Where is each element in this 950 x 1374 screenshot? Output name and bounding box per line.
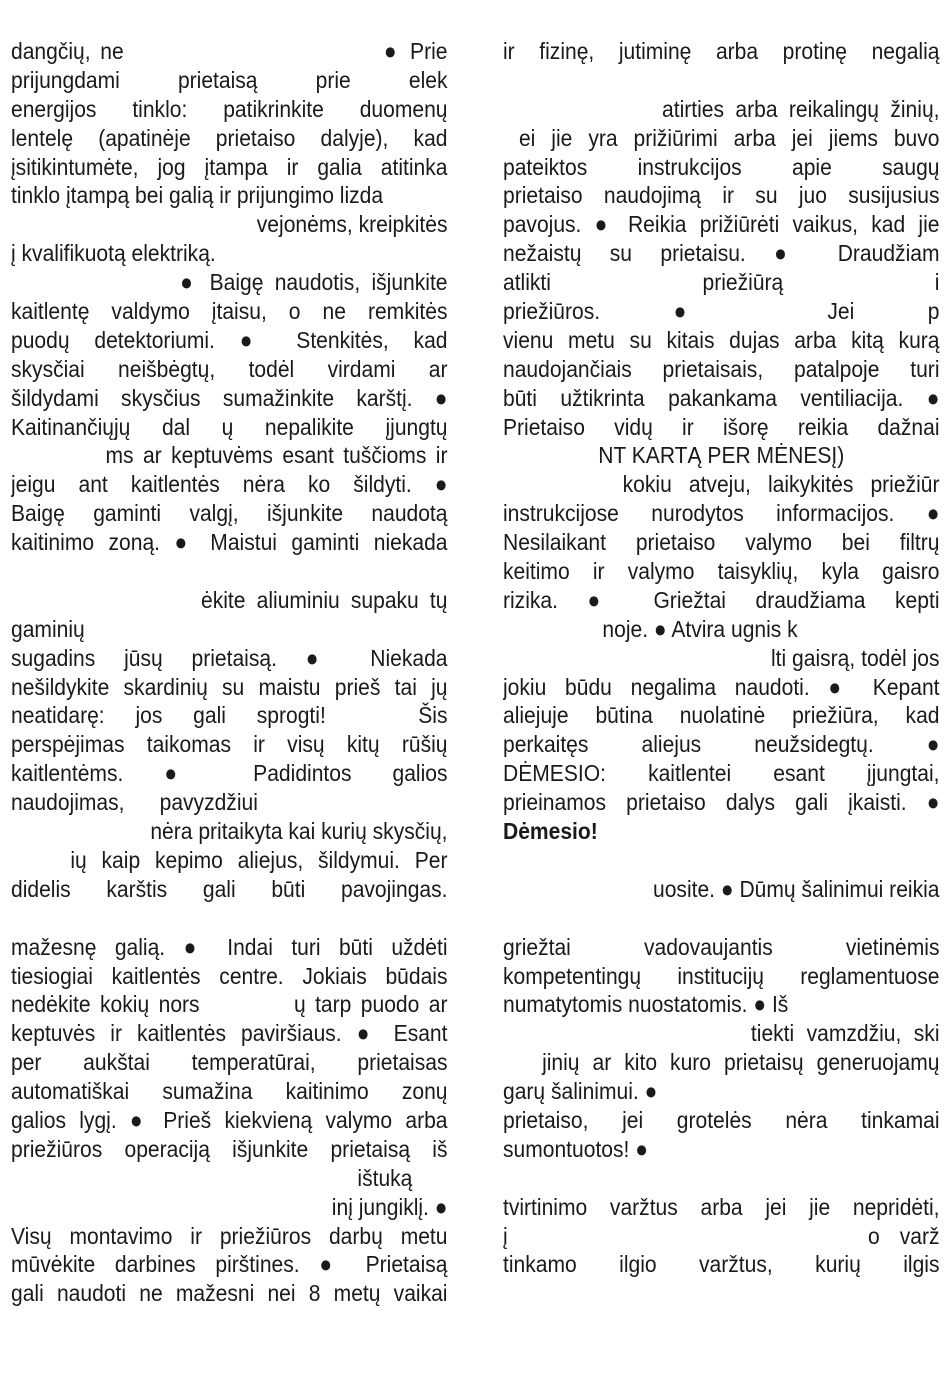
text-line: Dėmesio! [503, 818, 598, 845]
text-line: tinkamo ilgio varžtus, kurių ilgis [503, 1251, 940, 1278]
text-line: mažesnę galią. ● Indai turi būti uždėti [11, 933, 448, 960]
text-line: instrukcijose nurodytos informacijos. ● [503, 500, 940, 527]
text-line: naudojimas, pavyzdžiui [11, 789, 258, 816]
text-line: tvirtinimo varžtus arba jei jie nepridėti, [503, 1193, 940, 1220]
text-line [11, 557, 448, 586]
text-line: atirties arba reikalingų žinių, [503, 95, 940, 122]
text-line: prietaiso naudojimą ir su juo susijusius [503, 182, 940, 209]
text-line: uosite. ● Dūmų šalinimui reikia [653, 875, 940, 902]
right-text-column [503, 37, 940, 1279]
text-line: kaitlentę valdymo įtaisu, o ne remkitės [11, 298, 448, 325]
text-line: naudojančiais prietaisais, patalpoje turi [503, 355, 940, 382]
text-line: puodų detektoriumi. ● Stenkitės, kad [11, 326, 448, 353]
text-line: galios lygį. ● Prieš kiekvieną valymo arba [11, 1106, 448, 1133]
text-line: ● Baigę naudotis, išjunkite [11, 269, 448, 296]
text-line: jeigu ant kaitlentės nėra ko šildyti. ● [11, 471, 448, 498]
text-line: gali naudoti ne mažesni nei 8 metų vaikai [11, 1280, 448, 1307]
text-line: perspėjimas taikomas ir visų kitų rūšių [11, 731, 448, 758]
text-line: Prietaiso vidų ir išorę reikia dažnai [503, 413, 940, 440]
text-line: pavojus. ● Reikia prižiūrėti vaikus, kad jie [503, 211, 940, 238]
text-line: automatiškai sumažina kaitinimo zonų [11, 1078, 448, 1105]
text-line: kompetentingų institucijų reglamentuose [503, 962, 940, 989]
text-line: ir fizinę, jutiminę arba protinę negalią [503, 38, 940, 64]
text-line: griežtai vadovaujantis vietinėmis [503, 933, 940, 960]
text-line: numatytomis nuostatomis. ● Iš [503, 991, 789, 1018]
text-line [503, 904, 940, 933]
text-line: įsitikintumėte, jog įtampa ir galia atitinka [11, 153, 448, 180]
text-line: garų šalinimui. ● [503, 1078, 658, 1105]
text-line: Baigę gaminti valgį, išjunkite naudotą [11, 500, 448, 527]
text-line: priežiūros. ● Jei p [503, 298, 940, 325]
text-line: didelis karštis gali būti pavojingas. [11, 875, 448, 902]
text-line: šildydami skysčius sumažinkite karštį. ● [11, 384, 448, 411]
text-line: tinklo įtampą bei galią ir prijungimo lizda [11, 182, 384, 209]
text-line: gaminių [11, 615, 85, 642]
text-line: į o varž [503, 1222, 940, 1249]
text-line: aliejuje būtina nuolatinė priežiūra, kad [503, 702, 940, 729]
text-line: vienu metu su kitais dujas arba kitą kurą [503, 326, 940, 353]
text-line: tiekti vamzdžiu, ski [503, 1020, 940, 1047]
text-line: prieinamos prietaiso dalys gali įkaisti. ● [503, 789, 940, 816]
text-line: nešildykite skardinių su maistu prieš tai jų [11, 673, 448, 700]
text-line: į kvalifikuotą elektriką. [11, 240, 216, 267]
text-line: Nesilaikant prietaiso valymo bei filtrų [503, 529, 940, 556]
text-line: ms ar keptuvėms esant tuščioms ir [11, 442, 448, 469]
left-text-column [11, 37, 448, 1308]
text-line: sumontuotos! ● [503, 1135, 648, 1162]
text-line: lentelę (apatinėje prietaiso dalyje), kad [11, 124, 448, 151]
text-line [503, 1164, 940, 1193]
text-line: skysčiai neišbėgtų, todėl virdami ar [11, 355, 448, 382]
text-line: keptuvės ir kaitlentės paviršiaus. ● Esant [11, 1020, 448, 1047]
text-line: noje. ● Atvira ugnis k [503, 615, 798, 642]
text-line: jokiu būdu negalima naudoti. ● Kepant [503, 673, 940, 700]
text-line: nėra pritaikyta kai kurių skysčių, [150, 818, 448, 845]
text-line: DĖMESIO: kaitlentei esant įjungtai, [503, 760, 940, 787]
text-line: rizika. ● Griežtai draudžiama kepti [503, 586, 940, 613]
text-line: atlikti priežiūrą i [503, 269, 940, 296]
text-line: tiesiogiai kaitlentės centre. Jokiais būdais [11, 962, 448, 989]
text-line [503, 846, 940, 875]
text-line: jinių ar kito kuro prietaisų generuojamų [503, 1049, 940, 1076]
text-line: sugadins jūsų prietaisą. ● Niekada [11, 644, 448, 671]
text-line: perkaitęs aliejus neužsidegtų. ● [503, 731, 940, 758]
text-line: energijos tinklo: patikrinkite duomenų [11, 95, 448, 122]
text-line: nežaistų su prietaisu. ● Draudžiam [503, 240, 940, 267]
text-line: inį jungiklį. ● [331, 1193, 448, 1220]
text-line: kaitinimo zoną. ● Maistui gaminti niekada [11, 529, 448, 556]
text-line [11, 904, 448, 933]
text-line: priežiūros operaciją išjunkite prietaisą iš [11, 1135, 448, 1162]
text-line: prijungdami prietaisą prie elek [11, 66, 448, 93]
text-line: būti užtikrinta pakankama ventiliacija. ● [503, 384, 940, 411]
text-line: mūvėkite darbines pirštines. ● Prietaisą [11, 1251, 448, 1278]
text-line: ei jie yra prižiūrimi arba jei jiems buvo [503, 124, 940, 151]
text-line: ištuką [357, 1164, 448, 1191]
text-line: lti gaisrą, todėl jos [771, 644, 940, 671]
text-line: kokiu atveju, laikykitės priežiūr [503, 471, 940, 498]
text-line: neatidarę: jos gali sprogti! Šis [11, 702, 448, 729]
text-line: pateiktos instrukcijos apie saugų [503, 153, 940, 180]
text-line: vejonėms, kreipkitės [256, 211, 448, 238]
text-line: dangčių, ne ● Prie [11, 38, 448, 64]
text-line: per aukštai temperatūrai, prietaisas [11, 1049, 448, 1076]
text-line: ėkite aliuminiu supaku tų [11, 586, 448, 613]
text-line: ių kaip kepimo aliejus, šildymui. Per [11, 846, 448, 873]
text-line [503, 66, 940, 95]
text-line: Kaitinančiųjų dal ų nepalikite įjungtų [11, 413, 448, 440]
text-line: kaitlentėms. ● Padidintos galios [11, 760, 448, 787]
text-line: keitimo ir valymo taisyklių, kyla gaisro [503, 558, 940, 585]
text-line: prietaiso, jei grotelės nėra tinkamai [503, 1106, 940, 1133]
text-line: NT KARTĄ PER MĖNESĮ) [598, 442, 845, 469]
text-line: nedėkite kokių nors ų tarp puodo ar [11, 991, 448, 1018]
text-line: Visų montavimo ir priežiūros darbų metu [11, 1222, 448, 1249]
